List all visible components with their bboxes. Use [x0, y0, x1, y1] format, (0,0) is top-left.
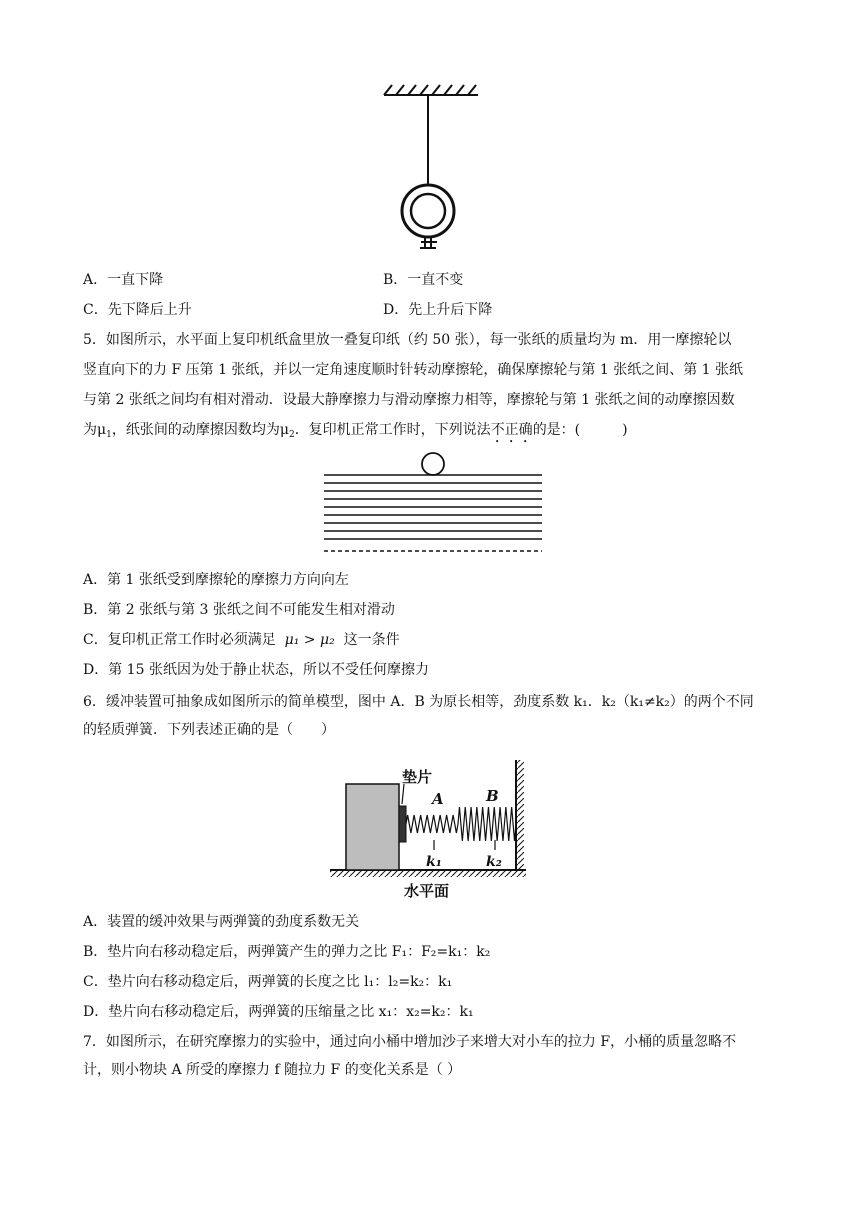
q7-stem-line-1: 7．如图所示，在研究摩擦力的实验中，通过向小桶中增加沙子来增大对小车的拉力 F，小桶的质量忽略不	[83, 1034, 737, 1050]
q6-option-d: D．垫片向右移动稳定后，两弹簧的压缩量之比 x₁：x₂=k₂：k₁	[83, 1004, 474, 1020]
spring-a-label: A	[432, 790, 444, 808]
q6-option-b: B．垫片向右移动稳定后，两弹簧产生的弹力之比 F₁：F₂=k₁：k₂	[83, 944, 491, 960]
spring-a	[406, 815, 458, 833]
ring-inner	[411, 194, 445, 228]
block	[346, 784, 399, 870]
paper-stack-figure	[320, 448, 545, 558]
q4-option-c: C．先下降后上升	[83, 302, 192, 318]
q5-line4-mid: ，纸张间的动摩擦因数均为μ	[111, 422, 289, 438]
ceiling-hatch	[384, 85, 478, 95]
q5-option-d: D．第 15 张纸因为处于静止状态，所以不受任何摩擦力	[83, 662, 429, 678]
q5-option-c-tail: 这一条件	[343, 632, 400, 648]
q6-option-c: C．垫片向右移动稳定后，两弹簧的长度之比 l₁：l₂=k₂：k₁	[83, 974, 453, 990]
q5-option-a: A．第 1 张纸受到摩擦轮的摩擦力方向向左	[83, 572, 349, 588]
q5-option-c-text: C．复印机正常工作时必须满足	[83, 632, 276, 648]
wall-hatch	[517, 760, 524, 870]
q6-stem-line-1: 6．缓冲装置可抽象成如图所示的简单模型，图中 A．B 为原长相等，劲度系数 k₁．k₂（k₁≠k₂）的两个不同	[83, 694, 754, 710]
hanging-ring-figure	[376, 80, 486, 252]
pad-pointer	[402, 784, 404, 804]
q4-option-d: D．先上升后下降	[383, 302, 493, 318]
q5-mu-sub-2: 2	[288, 430, 295, 440]
q5-line4-text: ．复印机正常工作时，下列说法	[294, 422, 491, 438]
spring-b-label: B	[486, 787, 499, 805]
q6-stem-line-2: 的轻质弹簧．下列表述正确的是（ ）	[83, 722, 335, 738]
k2-label: k₂	[486, 854, 502, 870]
q4-option-a: A．一直下降	[83, 272, 164, 288]
ground-label: 水平面	[404, 882, 450, 900]
q5-option-b: B．第 2 张纸与第 3 张纸之间不可能发生相对滑动	[83, 602, 395, 618]
valve	[420, 237, 437, 248]
pad	[399, 806, 406, 842]
q6-option-a: A．装置的缓冲效果与两弹簧的劲度系数无关	[83, 914, 360, 930]
q5-mu-text: 为μ	[83, 422, 107, 438]
q7-stem-line-2: 计，则小物块 A 所受的摩擦力 f 随拉力 F 的变化关系是（ ）	[83, 1062, 462, 1078]
friction-roller	[422, 453, 444, 475]
q5-stem-line-3: 与第 2 张纸之间均有相对滑动．设最大静摩擦力与滑动摩擦力相等，摩擦轮与第 1 张纸之间的动摩擦因数	[83, 392, 735, 408]
paper-sheets	[324, 475, 542, 539]
q5-stem-line-2: 竖直向下的力 F 压第 1 张纸，并以一定角速度顺时针转动摩擦轮，确保摩擦轮与第 1 张纸之间、第 1 张纸	[83, 362, 744, 378]
spring-b	[458, 807, 516, 841]
q5-mu-sub-1: 1	[106, 430, 112, 440]
q5-stem-line-1: 5．如图所示，水平面上复印机纸盒里放一叠复印纸（约 50 张），每一张纸的质量均为 m．用一摩擦轮以	[83, 332, 732, 348]
q5-option-c-formula: μ₁ > μ₂	[284, 632, 335, 648]
buffer-device-figure	[326, 756, 532, 902]
pad-label: 垫片	[402, 768, 433, 786]
k1-label: k₁	[426, 854, 442, 870]
ground-hatch	[330, 871, 526, 877]
q4-option-b: B．一直不变	[383, 272, 464, 288]
q5-option-c	[83, 630, 400, 650]
q5-line4-end: 的是：( )	[532, 422, 628, 438]
q5-stem-line-4	[83, 420, 628, 446]
q5-emphasis-not-correct: 不正确	[490, 422, 533, 438]
